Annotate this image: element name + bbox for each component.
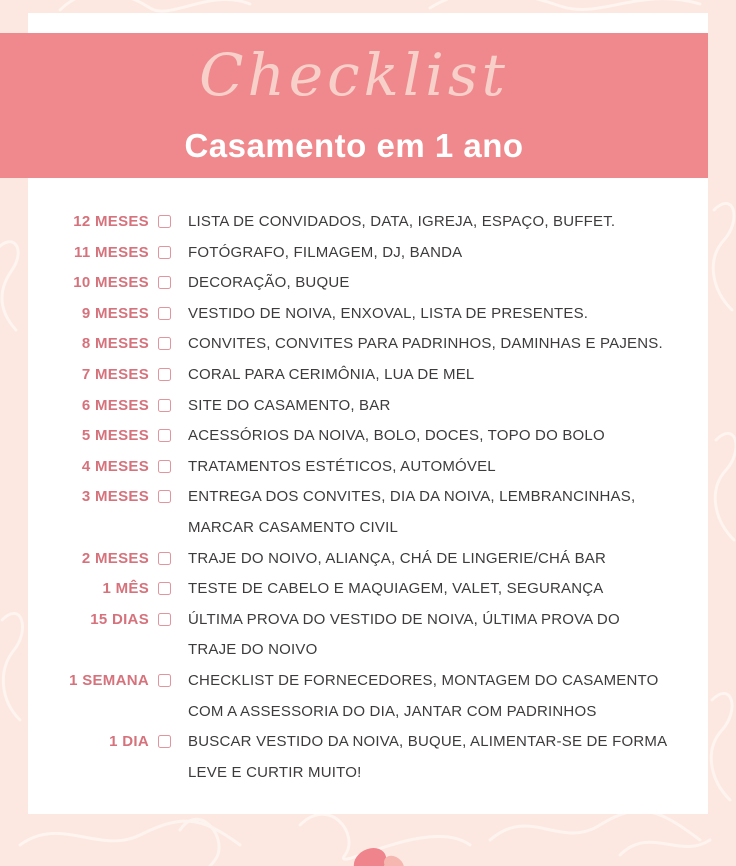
task-line: ENTREGA DOS CONVITES, DIA DA NOIVA, LEMBRANCINHAS, bbox=[188, 488, 636, 506]
checklist-row bbox=[28, 452, 708, 483]
task-line: MARCAR CASAMENTO CIVIL bbox=[188, 518, 398, 536]
empty-checkbox-icon[interactable] bbox=[158, 215, 171, 228]
task-line: BUSCAR VESTIDO DA NOIVA, BUQUE, ALIMENTAR-SE DE FORMA bbox=[188, 733, 668, 751]
checklist-row bbox=[28, 329, 708, 360]
time-label: 6 MESES bbox=[81, 396, 149, 414]
heart-icon bbox=[338, 838, 418, 866]
task-line: CHECKLIST DE FORNECEDORES, MONTAGEM DO CASAMENTO bbox=[188, 671, 659, 689]
checklist-row bbox=[28, 238, 708, 269]
empty-checkbox-icon[interactable] bbox=[158, 368, 171, 381]
time-label: 9 MESES bbox=[81, 304, 149, 322]
time-label: 1 DIA bbox=[109, 733, 149, 751]
task-line: CORAL PARA CERIMÔNIA, LUA DE MEL bbox=[188, 365, 475, 383]
time-label: 1 MÊS bbox=[102, 580, 149, 598]
task-text bbox=[188, 329, 708, 360]
checklist-row bbox=[28, 360, 708, 391]
checklist-row bbox=[28, 574, 708, 605]
task-line: VESTIDO DE NOIVA, ENXOVAL, LISTA DE PRESENTES. bbox=[188, 304, 589, 322]
checklist-row bbox=[28, 299, 708, 330]
empty-checkbox-icon[interactable] bbox=[158, 246, 171, 259]
task-text bbox=[188, 605, 708, 666]
empty-checkbox-icon[interactable] bbox=[158, 674, 171, 687]
task-line: TRAJE DO NOIVO bbox=[188, 641, 318, 659]
time-label: 2 MESES bbox=[81, 549, 149, 567]
empty-checkbox-icon[interactable] bbox=[158, 613, 171, 626]
task-text bbox=[188, 391, 708, 422]
task-text bbox=[188, 574, 708, 605]
time-label: 1 SEMANA bbox=[69, 671, 149, 689]
task-line: DECORAÇÃO, BUQUE bbox=[188, 274, 350, 292]
task-line: FOTÓGRAFO, FILMAGEM, DJ, BANDA bbox=[188, 243, 463, 261]
task-line: LEVE E CURTIR MUITO! bbox=[188, 763, 362, 781]
checklist-row bbox=[28, 391, 708, 422]
empty-checkbox-icon[interactable] bbox=[158, 399, 171, 412]
checklist-row bbox=[28, 207, 708, 238]
task-text bbox=[188, 299, 708, 330]
empty-checkbox-icon[interactable] bbox=[158, 460, 171, 473]
time-label: 7 MESES bbox=[81, 365, 149, 383]
time-label: 11 MESES bbox=[74, 243, 149, 261]
empty-checkbox-icon[interactable] bbox=[158, 337, 171, 350]
time-label: 3 MESES bbox=[81, 488, 149, 506]
task-text bbox=[188, 666, 708, 727]
checklist-row bbox=[28, 544, 708, 575]
task-line: CONVITES, CONVITES PARA PADRINHOS, DAMINHAS E PAJENS. bbox=[188, 335, 663, 353]
task-line: TRATAMENTOS ESTÉTICOS, AUTOMÓVEL bbox=[188, 457, 496, 475]
page-title: Casamento em 1 ano bbox=[184, 127, 524, 164]
empty-checkbox-icon[interactable] bbox=[158, 490, 171, 503]
checklist-row bbox=[28, 268, 708, 299]
checklist-row bbox=[28, 482, 708, 543]
task-text bbox=[188, 482, 708, 543]
time-label: 10 MESES bbox=[73, 274, 149, 292]
checklist-row bbox=[28, 666, 708, 727]
task-text bbox=[188, 268, 708, 299]
time-label: 4 MESES bbox=[81, 457, 149, 475]
task-text bbox=[188, 421, 708, 452]
task-text bbox=[188, 452, 708, 483]
checklist-row bbox=[28, 727, 708, 788]
checklist-row bbox=[28, 605, 708, 666]
task-text bbox=[188, 238, 708, 269]
script-title: Checklist bbox=[199, 41, 509, 109]
task-text bbox=[188, 207, 708, 238]
task-line: ÚLTIMA PROVA DO VESTIDO DE NOIVA, ÚLTIMA PROVA DO bbox=[188, 610, 620, 628]
task-text bbox=[188, 727, 708, 788]
task-text bbox=[188, 360, 708, 391]
task-line: TRAJE DO NOIVO, ALIANÇA, CHÁ DE LINGERIE/CHÁ BAR bbox=[188, 549, 607, 567]
time-label: 15 DIAS bbox=[90, 610, 149, 628]
task-line: SITE DO CASAMENTO, BAR bbox=[188, 396, 391, 414]
empty-checkbox-icon[interactable] bbox=[158, 735, 171, 748]
empty-checkbox-icon[interactable] bbox=[158, 276, 171, 289]
checklist bbox=[28, 207, 708, 788]
task-line: ACESSÓRIOS DA NOIVA, BOLO, DOCES, TOPO DO BOLO bbox=[188, 427, 605, 445]
time-label: 5 MESES bbox=[81, 427, 149, 445]
task-text bbox=[188, 544, 708, 575]
checklist-row bbox=[28, 421, 708, 452]
time-label: 8 MESES bbox=[81, 335, 149, 353]
task-line: COM A ASSESSORIA DO DIA, JANTAR COM PADRINHOS bbox=[188, 702, 597, 720]
empty-checkbox-icon[interactable] bbox=[158, 582, 171, 595]
empty-checkbox-icon[interactable] bbox=[158, 307, 171, 320]
title-banner bbox=[0, 33, 708, 178]
task-line: LISTA DE CONVIDADOS, DATA, IGREJA, ESPAÇO, BUFFET. bbox=[188, 213, 616, 230]
time-label: 12 MESES bbox=[73, 213, 149, 230]
empty-checkbox-icon[interactable] bbox=[158, 429, 171, 442]
task-line: TESTE DE CABELO E MAQUIAGEM, VALET, SEGURANÇA bbox=[188, 580, 604, 598]
empty-checkbox-icon[interactable] bbox=[158, 552, 171, 565]
